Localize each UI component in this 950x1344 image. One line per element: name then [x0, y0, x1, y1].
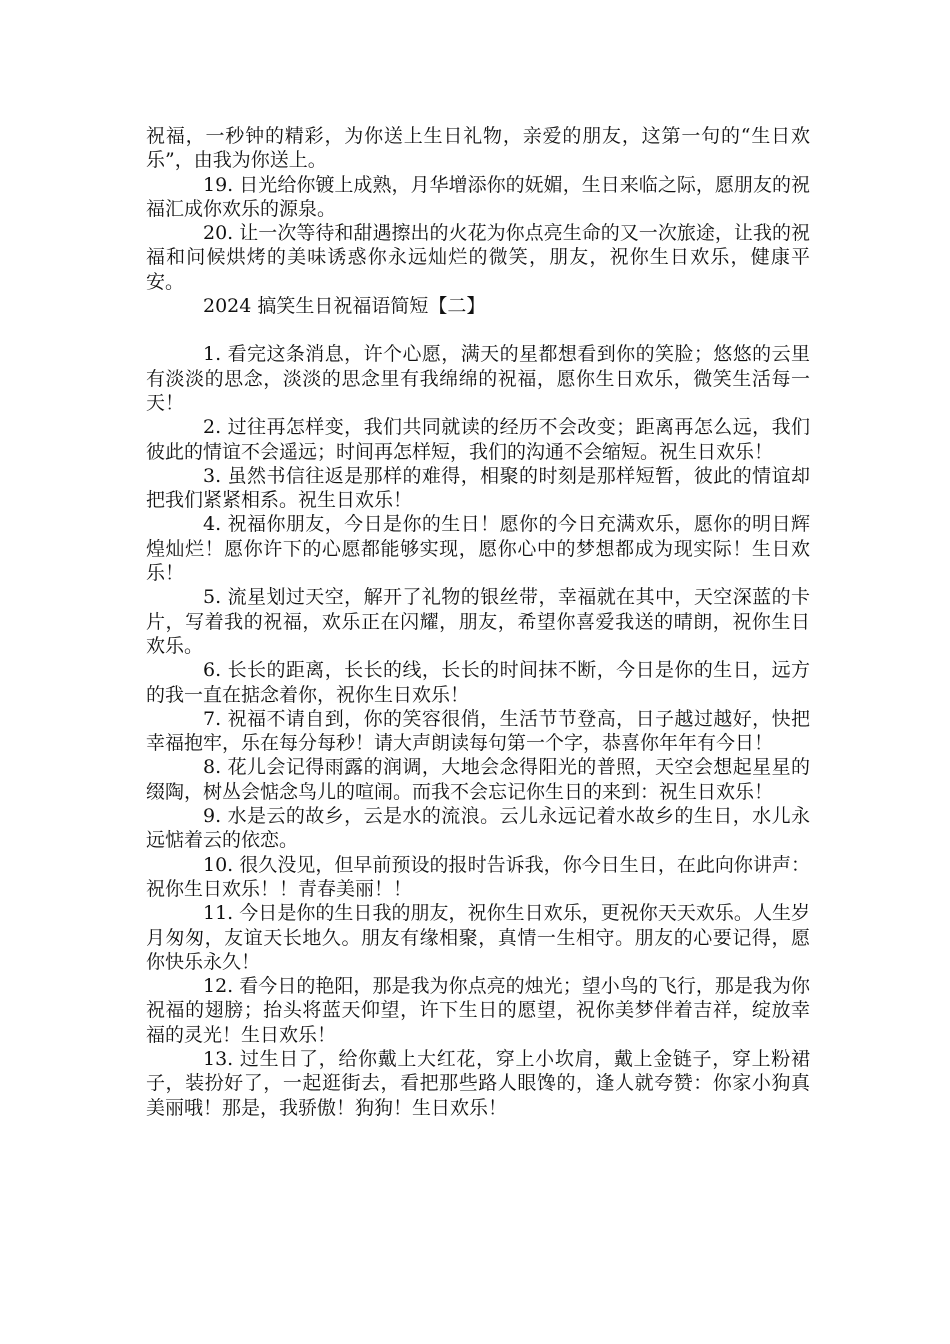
wish-item-6: 6. 长长的距离，长长的线，长长的时间抹不断，今日是你的生日，远方的我一直在掂念着你，祝你生日欢乐！ — [146, 659, 810, 706]
section-heading: 2024 搞笑生日祝福语简短【二】 — [203, 295, 486, 318]
wish-item-3: 3. 虽然书信往返是那样的难得，相聚的时刻是那样短暂，彼此的情谊却把我们紧紧相系。祝生日欢乐！ — [146, 464, 810, 512]
wish-item-4: 4. 祝福你朋友，今日是你的生日！愿你的今日充满欢乐，愿你的明日辉煌灿烂！愿你许下的心愿都能够实现，愿你心中的梦想都成为现实际！生日欢乐！ — [146, 513, 810, 585]
wish-item-13: 13. 过生日了，给你戴上大红花，穿上小坎肩，戴上金链子，穿上粉裙子，装扮好了，一起逛街去，看把那些路人眼馋的，逢人就夸赞：你家小狗真美丽哦！那是，我骄傲！狗狗！生日欢乐！ — [146, 1047, 810, 1119]
wish-item-10: 10. 很久没见，但早前预设的报时告诉我，你今日生日，在此向你讲声：祝你生日欢乐！！青春美丽！！ — [146, 853, 810, 900]
wish-item-2: 2. 过往再怎样变，我们共同就读的经历不会改变；距离再怎么远，我们彼此的情谊不会遥远；时间再怎样短，我们的沟通不会缩短。祝生日欢乐！ — [146, 416, 810, 463]
wish-item-8: 8. 花儿会记得雨露的润调，大地会念得阳光的普照，天空会想起星星的缀陶，树丛会惦念鸟儿的喧闹。而我不会忘记你生日的来到：祝生日欢乐！ — [146, 756, 810, 803]
wish-item-12: 12. 看今日的艳阳，那是我为你点亮的烛光；望小鸟的飞行，那是我为你祝福的翅膀；抬头将蓝天仰望，许下生日的愿望，祝你美梦伴着吉祥，绽放幸福的灵光！生日欢乐！ — [146, 975, 810, 1046]
wish-item-1: 1. 看完这条消息，许个心愿，满天的星都想看到你的笑脸；悠悠的云里有淡淡的思念，淡淡的思念里有我绵绵的祝福，愿你生日欢乐，微笑生活每一天！ — [146, 343, 810, 414]
wish-item-19: 19. 日光给你镀上成熟，月华增添你的妩媚，生日来临之际，愿朋友的祝福汇成你欢乐的源泉。 — [146, 173, 810, 220]
wish-item-9: 9. 水是云的故乡，云是水的流浪。云儿永远记着水故乡的生日，水儿永远惦着云的依恋。 — [146, 805, 810, 852]
wish-item-11: 11. 今日是你的生日我的朋友，祝你生日欢乐，更祝你天天欢乐。人生岁月匆匆，友谊天长地久。朋友有缘相聚，真情一生相守。朋友的心要记得，愿你快乐永久！ — [146, 902, 810, 973]
wish-item-7: 7. 祝福不请自到，你的笑容很俏，生活节节登高，日子越过越好，快把幸福抱牢，乐在每分每秒！请大声朗读每句第一个字，恭喜你年年有今日！ — [146, 707, 810, 755]
document-page — [146, 124, 810, 1120]
wish-item-5: 5. 流星划过天空，解开了礼物的银丝带，幸福就在其中，天空深蓝的卡片，写着我的祝福，欢乐正在闪耀，朋友，希望你喜爱我送的晴朗，祝你生日欢乐。 — [146, 586, 810, 657]
blank-line — [146, 318, 810, 342]
intro-paragraph-continued: 祝福，一秒钟的精彩，为你送上生日礼物，亲爱的朋友，这第一句的“生日欢乐”，由我为你送上。 — [146, 125, 810, 172]
wish-item-20: 20. 让一次等待和甜遇擦出的火花为你点亮生命的又一次旅途，让我的祝福和问候烘烤的美味诱惑你永远灿烂的微笑，朋友，祝你生日欢乐，健康平安。 — [146, 222, 810, 293]
